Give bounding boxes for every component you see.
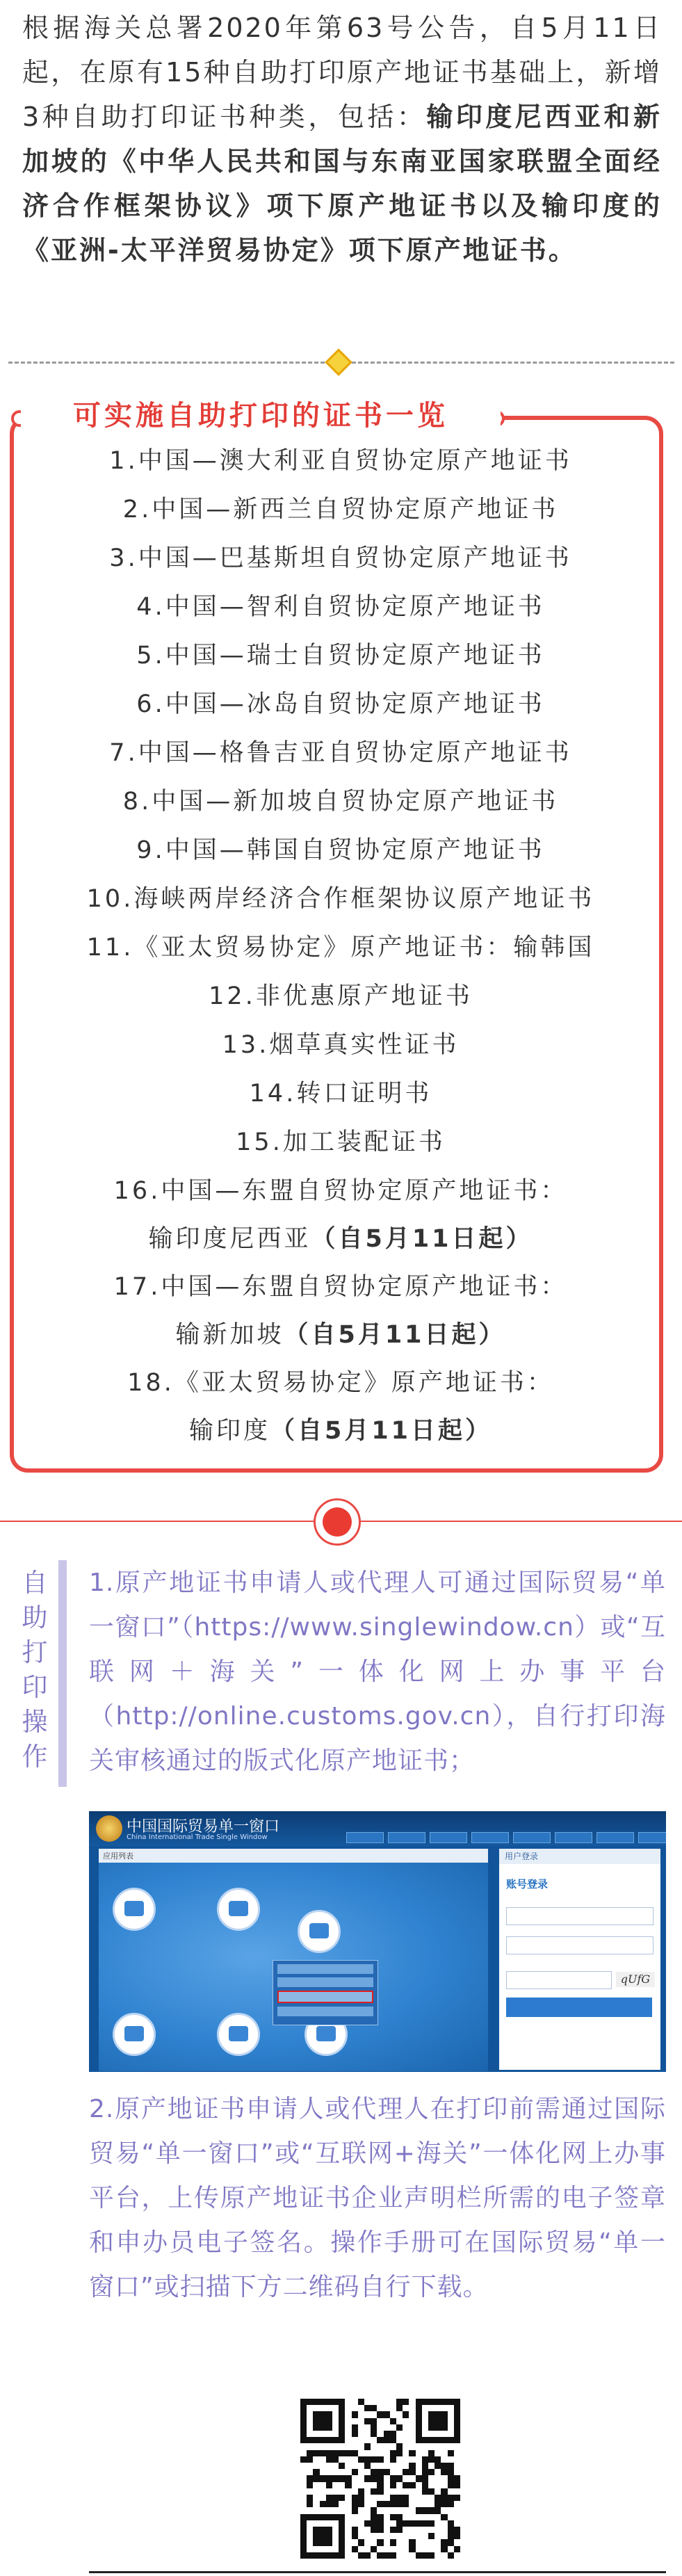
qr-module [371, 2456, 377, 2463]
qr-module [377, 2539, 383, 2545]
screenshot-captcha-field [506, 1971, 612, 1989]
qr-module [352, 2495, 358, 2501]
qr-module [384, 2501, 390, 2507]
qr-module [320, 2501, 326, 2507]
qr-module [390, 2495, 396, 2501]
list-item: 4.中国—智利自贸协定原产地证书 [136, 593, 545, 621]
qr-module [358, 2399, 364, 2405]
screenshot-logo-title: 中国国际贸易单一窗口 [127, 1818, 280, 1836]
qr-module [422, 2520, 428, 2527]
qr-module [435, 2456, 441, 2463]
qr-module [416, 2552, 422, 2559]
qr-module [371, 2527, 377, 2533]
qr-module [422, 2488, 428, 2495]
qr-module [396, 2475, 403, 2481]
screenshot-dropdown-menu [273, 1960, 378, 2025]
vertical-title-char: 操 [22, 1707, 48, 1737]
qr-module [377, 2527, 383, 2533]
qr-module [377, 2482, 383, 2488]
qr-module [371, 2507, 377, 2513]
list-item-effective-date: （自5月11日起） [311, 1225, 533, 1253]
qr-module [454, 2546, 460, 2552]
app-icon [298, 1910, 341, 1953]
qr-finder [339, 2514, 345, 2559]
qr-module [371, 2405, 377, 2411]
qr-module [371, 2520, 377, 2527]
qr-module [441, 2463, 447, 2469]
qr-module [345, 2482, 351, 2488]
list-item-new-line1: 17.中国—东盟自贸协定原产地证书： [113, 1273, 568, 1301]
qr-module [403, 2469, 409, 2475]
qr-module [313, 2475, 319, 2481]
qr-module [390, 2437, 396, 2443]
qr-module [384, 2431, 390, 2437]
screenshot-username-field [506, 1907, 653, 1925]
qr-module [352, 2507, 358, 2513]
qr-module [396, 2514, 403, 2520]
qr-module [332, 2456, 339, 2463]
qr-module [377, 2514, 383, 2520]
step-1-text: 1.原产地证书申请人或代理人可通过国际贸易“单一窗口”（https://www.singlewindow.cn）或“互联网＋海关”一体化网上办事平台（http://online.customs.gov.cn），自行打印海关审核通过的版式化原产地证书； [89, 1569, 666, 1775]
list-item: 15.加工装配证书 [236, 1128, 446, 1156]
list-item: 5.中国—瑞士自贸协定原产地证书 [136, 642, 545, 670]
qr-module [384, 2469, 390, 2475]
qr-module [326, 2482, 332, 2488]
screenshot-logo-subtitle: China International Trade Single Window [127, 1833, 268, 1841]
list-item-new-line2 [28, 1407, 653, 1455]
screenshot-nav [346, 1832, 666, 1843]
app-icon [113, 2013, 156, 2056]
qr-module [448, 2450, 454, 2456]
app-icon [217, 1888, 260, 1931]
qr-module [448, 2552, 454, 2559]
qr-module [441, 2495, 447, 2501]
list-item: 8.中国—新加坡自贸协定原产地证书 [122, 788, 559, 816]
qr-module [390, 2552, 396, 2559]
screenshot-login-heading: 账号登录 [506, 1878, 549, 1890]
screenshot-login-tab: 用户登录 [499, 1849, 660, 1864]
qr-module [326, 2456, 332, 2463]
list-item-destination: 输新加坡 [175, 1321, 284, 1349]
qr-module [352, 2501, 358, 2507]
qr-module [377, 2501, 383, 2507]
qr-module [300, 2456, 307, 2463]
bottom-rule [89, 2571, 666, 2573]
qr-module [448, 2520, 454, 2527]
list-item: 10.海峡两岸经济合作框架协议原产地证书 [86, 885, 595, 913]
list-item: 1.中国—澳大利亚自贸协定原产地证书 [109, 447, 572, 475]
qr-module [377, 2456, 383, 2463]
qr-module [409, 2469, 415, 2475]
qr-module [307, 2475, 313, 2481]
separator-dot-icon [323, 1507, 352, 1537]
qr-module [448, 2527, 454, 2533]
qr-module [396, 2450, 403, 2456]
intro-normal-text: 根据海关总署2020年第63号公告，自5月11日起，在原有15种自助打印原产地证书基础上，新增3种自助打印证书种类，包括： [22, 13, 662, 132]
qr-module [377, 2437, 383, 2443]
qr-module [384, 2552, 390, 2559]
qr-module [454, 2475, 460, 2481]
qr-module [428, 2469, 435, 2475]
qr-module [358, 2501, 364, 2507]
qr-module [377, 2520, 383, 2527]
qr-finder [339, 2399, 345, 2443]
qr-module [435, 2507, 441, 2513]
qr-module [364, 2463, 371, 2469]
qr-module [448, 2539, 454, 2545]
vertical-title-char: 作 [22, 1742, 48, 1772]
qr-module [403, 2501, 409, 2507]
qr-module [377, 2469, 383, 2475]
qr-module [441, 2501, 447, 2507]
qr-module [307, 2482, 313, 2488]
qr-module [454, 2482, 460, 2488]
qr-module [364, 2418, 371, 2424]
qr-module [377, 2488, 383, 2495]
qr-module [441, 2469, 447, 2475]
step-2-text: 2.原产地证书申请人或代理人在打印前需通过国际贸易“单一窗口”或“互联网+海关”一体化网上办事平台，上传原产地证书企业声明栏所需的电子签章和申办员电子签名。操作手册可在国际贸易“单一窗口”或扫描下方二维码自行下载。 [89, 2095, 666, 2301]
list-item: 12.非优惠原产地证书 [209, 982, 473, 1010]
qr-module [352, 2431, 358, 2437]
qr-module [371, 2418, 377, 2424]
qr-module [396, 2527, 403, 2533]
qr-module [422, 2482, 428, 2488]
qr-module [448, 2463, 454, 2469]
qr-module [307, 2450, 313, 2456]
qr-module [409, 2482, 415, 2488]
qr-module [416, 2475, 422, 2481]
list-item: 6.中国—冰岛自贸协定原产地证书 [136, 690, 545, 718]
qr-module [358, 2552, 364, 2559]
qr-module [390, 2527, 396, 2533]
qr-module [364, 2456, 371, 2463]
qr-module [409, 2520, 415, 2527]
qr-module [390, 2418, 396, 2424]
qr-module [416, 2507, 422, 2513]
qr-module [332, 2495, 339, 2501]
qr-module [307, 2501, 313, 2507]
screenshot-app-tab-label: 应用列表 [103, 1852, 133, 1861]
qr-module [454, 2495, 460, 2501]
qr-module [448, 2501, 454, 2507]
qr-module [345, 2475, 351, 2481]
qr-module [384, 2437, 390, 2443]
qr-module [390, 2431, 396, 2437]
qr-module [332, 2501, 339, 2507]
certificate-list-title: 可实施自助打印的证书一览 [21, 394, 501, 438]
qr-finder [428, 2411, 448, 2431]
qr-module [428, 2488, 435, 2495]
qr-module [371, 2488, 377, 2495]
vertical-title-char: 打 [22, 1637, 48, 1667]
qr-module [371, 2475, 377, 2481]
qr-module [396, 2424, 403, 2431]
screenshot-captcha-image: qUfG [616, 1972, 655, 1987]
qr-module [371, 2514, 377, 2520]
qr-module [371, 2546, 377, 2552]
vertical-title-char: 印 [22, 1672, 48, 1702]
qr-module [377, 2552, 383, 2559]
qr-module [390, 2539, 396, 2545]
intro-paragraph [22, 6, 662, 273]
qr-module [403, 2411, 409, 2417]
qr-module [364, 2475, 371, 2481]
qr-module [339, 2475, 345, 2481]
qr-module [428, 2520, 435, 2527]
qr-module [320, 2450, 326, 2456]
screenshot-password-field [506, 1936, 653, 1954]
qr-module [422, 2552, 428, 2559]
diamond-icon [325, 348, 352, 376]
list-item: 3.中国—巴基斯坦自贸协定原产地证书 [109, 544, 572, 572]
qr-module [435, 2463, 441, 2469]
qr-module [390, 2501, 396, 2507]
qr-module [448, 2475, 454, 2481]
qr-module [352, 2533, 358, 2539]
qr-module [428, 2533, 435, 2539]
qr-finder [300, 2399, 307, 2443]
qr-module [441, 2514, 447, 2520]
qr-module [332, 2450, 339, 2456]
list-item: 13.烟草真实性证书 [222, 1031, 460, 1059]
list-item: 14.转口证明书 [249, 1080, 432, 1108]
qr-module [409, 2463, 415, 2469]
qr-module [441, 2488, 447, 2495]
qr-module [352, 2450, 358, 2456]
qr-module [390, 2482, 396, 2488]
qr-finder [416, 2399, 422, 2443]
list-item-new-line2 [28, 1311, 653, 1359]
list-item: 2.中国—新西兰自贸协定原产地证书 [122, 496, 559, 524]
qr-module [320, 2475, 326, 2481]
qr-finder [454, 2399, 460, 2443]
globe-logo-icon [96, 1815, 122, 1842]
qr-module [352, 2469, 358, 2475]
qr-module [339, 2450, 345, 2456]
qr-module [396, 2520, 403, 2527]
qr-module [454, 2527, 460, 2533]
list-item: 7.中国—格鲁吉亚自贸协定原产地证书 [109, 739, 572, 767]
single-window-screenshot [89, 1811, 666, 2072]
vertical-title-char: 自 [22, 1568, 48, 1598]
qr-module [422, 2469, 428, 2475]
qr-module [332, 2475, 339, 2481]
qr-module [352, 2424, 358, 2431]
qr-module [358, 2488, 364, 2495]
qr-module [326, 2450, 332, 2456]
section-accent-bar [58, 1560, 67, 1787]
manual-download-qr-code [300, 2399, 460, 2559]
qr-module [448, 2469, 454, 2475]
qr-module [339, 2495, 345, 2501]
qr-module [390, 2456, 396, 2463]
screenshot-app-tab [99, 1849, 488, 1863]
screenshot-login-button [506, 1998, 652, 2017]
qr-module [403, 2482, 409, 2488]
qr-finder [313, 2527, 332, 2546]
qr-module [403, 2399, 409, 2405]
qr-module [448, 2482, 454, 2488]
qr-module [313, 2469, 319, 2475]
qr-module [428, 2552, 435, 2559]
qr-module [352, 2527, 358, 2533]
list-item-destination: 输印度 [188, 1417, 270, 1445]
list-item: 11.《亚太贸易协定》原产地证书：输韩国 [86, 934, 595, 962]
qr-finder [313, 2411, 332, 2431]
qr-module [307, 2495, 313, 2501]
qr-module [326, 2501, 332, 2507]
section-vertical-title [10, 1566, 60, 1774]
qr-module [403, 2520, 409, 2527]
list-item: 9.中国—韩国自贸协定原产地证书 [136, 836, 545, 864]
intro-bold-text: 输印度尼西亚和新加坡的《中华人民共和国与东南亚国家联盟全面经济合作框架协议》项下原产地证书以及输印度的《亚洲-太平洋贸易协定》项下原产地证书。 [22, 102, 662, 266]
list-item-effective-date: （自5月11日起） [284, 1321, 506, 1349]
qr-module [364, 2443, 371, 2449]
qr-module [390, 2475, 396, 2481]
qr-module [371, 2424, 377, 2431]
list-item-new-line1: 16.中国—东盟自贸协定原产地证书： [113, 1177, 568, 1205]
qr-module [377, 2411, 383, 2417]
qr-module [371, 2431, 377, 2437]
qr-module [339, 2463, 345, 2469]
vertical-title-char: 助 [22, 1603, 48, 1633]
qr-module [409, 2546, 415, 2552]
qr-module [448, 2533, 454, 2539]
list-item-new-line1: 18.《亚太贸易协定》原产地证书： [127, 1369, 554, 1397]
qr-module [313, 2450, 319, 2456]
qr-module [454, 2533, 460, 2539]
qr-module [428, 2450, 435, 2456]
qr-module [435, 2495, 441, 2501]
qr-module [448, 2495, 454, 2501]
list-item-effective-date: （自5月11日起） [270, 1417, 493, 1445]
qr-module [396, 2399, 403, 2405]
qr-module [358, 2539, 364, 2545]
qr-module [422, 2463, 428, 2469]
qr-module [352, 2411, 358, 2417]
app-icon [217, 2013, 260, 2056]
qr-module [409, 2450, 415, 2456]
qr-module [396, 2501, 403, 2507]
qr-module [396, 2495, 403, 2501]
qr-module [422, 2475, 428, 2481]
list-item-destination: 输印度尼西亚 [148, 1225, 311, 1253]
qr-module [358, 2495, 364, 2501]
certificate-list [28, 437, 653, 1455]
qr-module [377, 2475, 383, 2481]
qr-module [326, 2475, 332, 2481]
qr-module [358, 2456, 364, 2463]
qr-module [435, 2501, 441, 2507]
list-item-new-line2 [28, 1215, 653, 1263]
qr-module [364, 2552, 371, 2559]
qr-module [441, 2546, 447, 2552]
qr-module [428, 2507, 435, 2513]
qr-module [422, 2507, 428, 2513]
qr-module [384, 2411, 390, 2417]
qr-module [409, 2539, 415, 2545]
qr-module [352, 2546, 358, 2552]
qr-module [403, 2495, 409, 2501]
qr-module [428, 2456, 435, 2463]
qr-module [396, 2443, 403, 2449]
app-icon [113, 1888, 156, 1931]
qr-module [326, 2495, 332, 2501]
qr-module [364, 2520, 371, 2527]
qr-module [416, 2520, 422, 2527]
qr-module [396, 2405, 403, 2411]
qr-finder [300, 2514, 307, 2559]
qr-module [390, 2514, 396, 2520]
qr-module [345, 2450, 351, 2456]
qr-module [441, 2539, 447, 2545]
qr-module [390, 2450, 396, 2456]
qr-module [307, 2456, 313, 2463]
qr-module [371, 2469, 377, 2475]
qr-module [422, 2456, 428, 2463]
qr-module [364, 2405, 371, 2411]
